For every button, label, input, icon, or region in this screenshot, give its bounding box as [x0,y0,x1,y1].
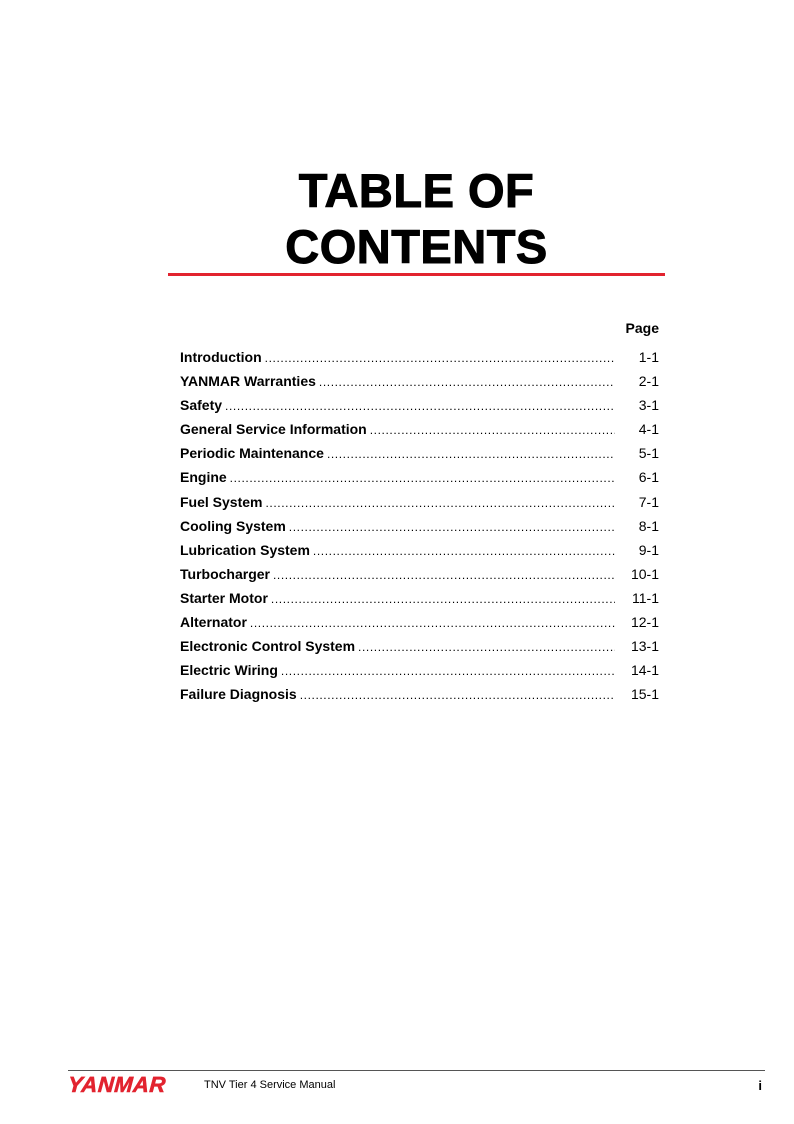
toc-entry-title: Turbocharger [180,565,270,582]
toc-entry-safety[interactable] [180,393,659,417]
toc-entry-alternator[interactable] [180,610,659,634]
toc-entry-page: 12-1 [630,614,659,631]
toc-entry-page: 15-1 [630,686,659,703]
toc-entry-lubrication-system[interactable] [180,538,659,562]
toc-entry-page: 14-1 [630,662,659,679]
toc-entry-title: Electronic Control System [180,638,356,655]
toc-entry-page: 10-1 [630,565,659,582]
toc-dot-leader [327,442,615,466]
toc-entry-title: Starter Motor [180,589,268,606]
page-title-line-1: TABLE OF [298,164,535,217]
toc-dot-leader [313,539,615,563]
toc-dot-leader [250,611,615,635]
toc-entry-fuel-system[interactable] [180,490,659,514]
toc-entry-cooling-system[interactable] [180,514,659,538]
toc-entry-electric-wiring[interactable] [180,658,659,682]
toc-dot-leader [265,491,615,515]
table-of-contents [180,345,659,706]
footer-divider [68,1070,765,1071]
toc-entry-title: Failure Diagnosis [180,686,297,703]
toc-entry-title: Alternator [180,614,247,631]
toc-entry-page: 11-1 [632,589,659,606]
toc-dot-leader [225,394,615,418]
toc-entry-electronic-control-system[interactable] [180,634,659,658]
toc-dot-leader [370,418,615,442]
toc-dot-leader [265,346,615,370]
toc-dot-leader [281,659,615,683]
toc-entry-periodic-maintenance[interactable] [180,441,659,465]
page-title-line-2: CONTENTS [285,220,548,273]
toc-entry-engine[interactable] [180,465,659,489]
toc-dot-leader [230,466,615,490]
toc-entry-introduction[interactable] [180,345,659,369]
toc-dot-leader [319,370,615,394]
toc-entry-title: YANMAR Warranties [180,373,316,390]
toc-entry-general-service-information[interactable] [180,417,659,441]
toc-entry-title: Fuel System [180,493,263,510]
toc-entry-page: 3-1 [638,397,659,414]
title-divider [168,273,665,276]
toc-dot-leader [289,515,615,539]
toc-entry-page: 1-1 [638,349,659,365]
toc-entry-title: Introduction [180,349,262,365]
toc-dot-leader [271,587,615,611]
toc-entry-failure-diagnosis[interactable] [180,682,659,706]
toc-entry-title: General Service Information [180,421,367,438]
toc-entry-page: 13-1 [630,638,659,655]
toc-page-column-header: Page [625,320,659,336]
toc-entry-title: Periodic Maintenance [180,445,324,462]
yanmar-logo: YANMAR [67,1072,167,1097]
toc-entry-starter-motor[interactable] [180,586,659,610]
toc-dot-leader [273,563,615,587]
toc-entry-page: 6-1 [638,469,659,486]
toc-entry-page: 5-1 [638,445,659,462]
toc-entry-title: Cooling System [180,517,286,534]
toc-entry-page: 2-1 [638,373,659,390]
toc-entry-yanmar-warranties[interactable] [180,369,659,393]
toc-dot-leader [300,683,615,707]
toc-entry-page: 8-1 [638,517,659,534]
toc-entry-title: Engine [180,469,227,486]
toc-entry-title: Safety [180,397,223,414]
toc-entry-turbocharger[interactable] [180,562,659,586]
footer-manual-title: TNV Tier 4 Service Manual [204,1079,336,1091]
toc-entry-page: 4-1 [638,421,659,438]
footer-page-number: i [758,1078,762,1093]
toc-entry-page: 7-1 [638,493,659,510]
toc-dot-leader [358,635,615,659]
toc-entry-title: Electric Wiring [180,662,278,679]
toc-entry-title: Lubrication System [180,541,310,558]
toc-entry-page: 9-1 [638,541,659,558]
